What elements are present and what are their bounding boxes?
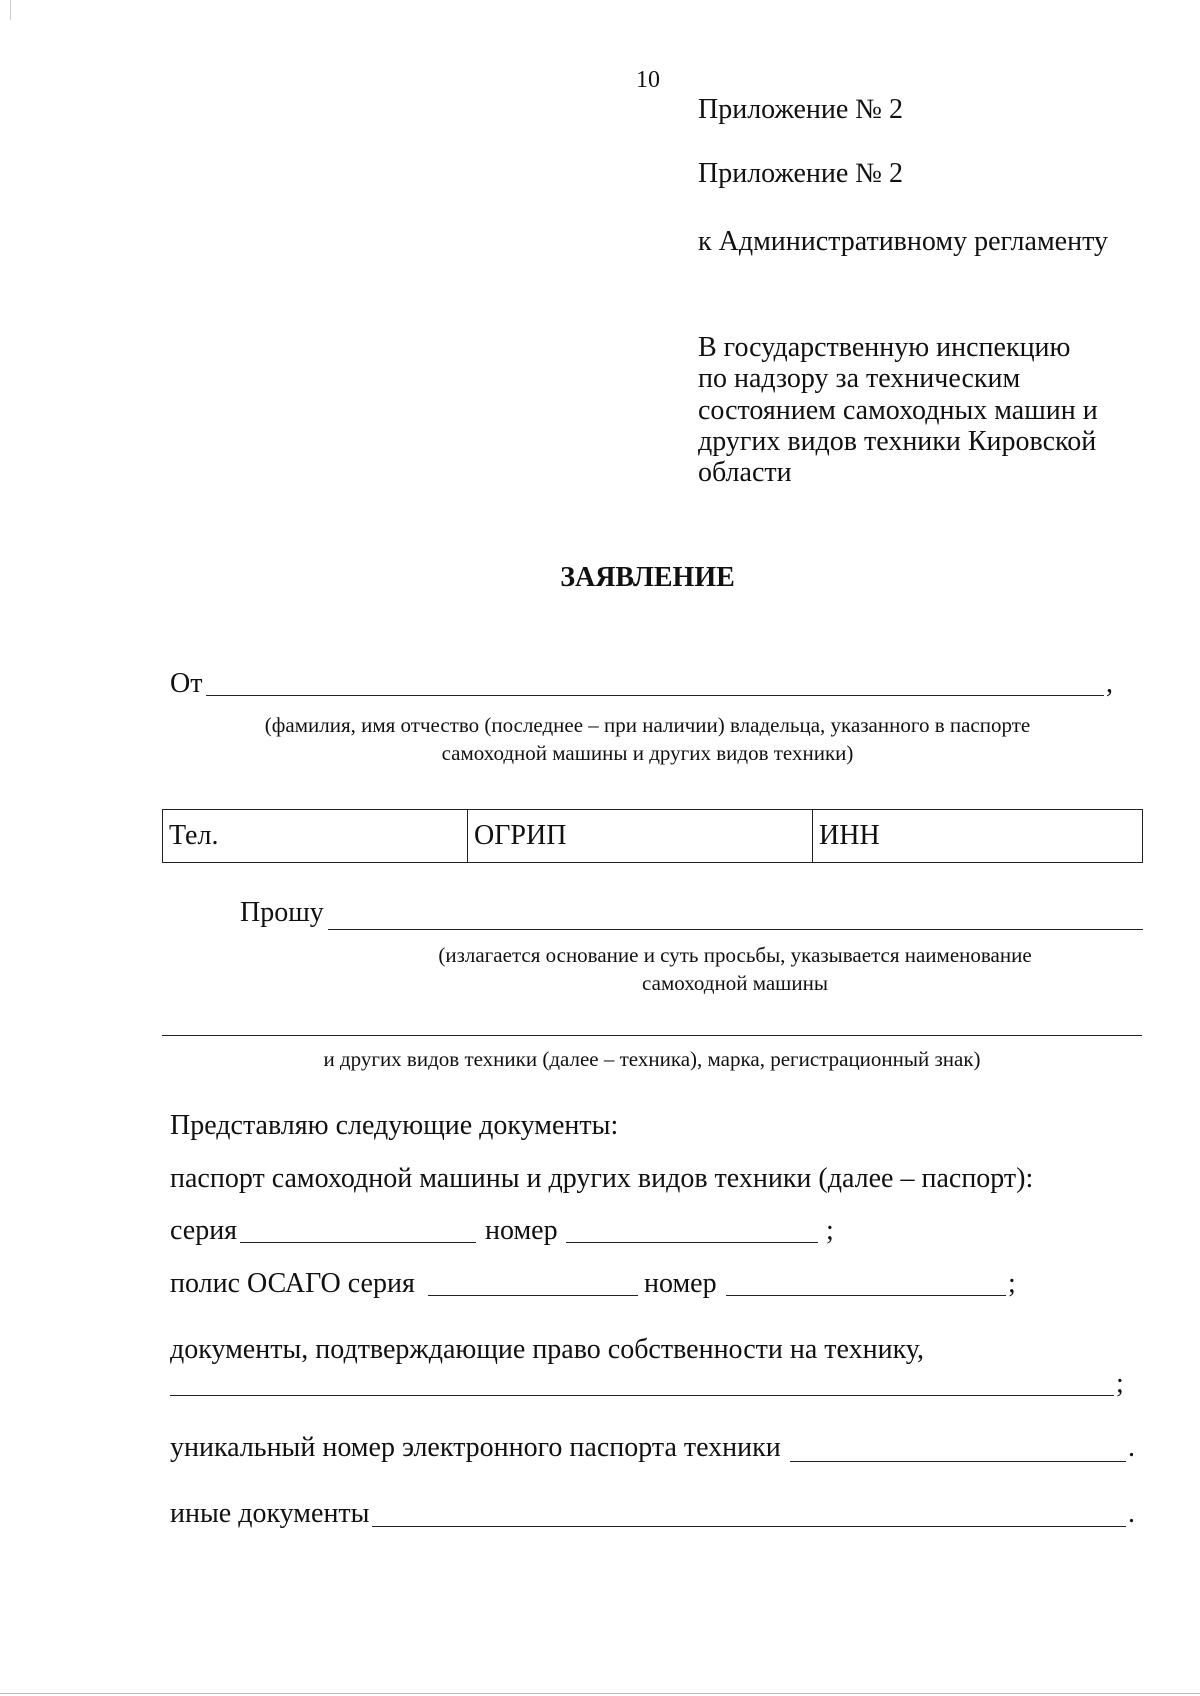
addressee-line-3: состоянием самоходных машин и [698, 395, 1098, 426]
request-field-line[interactable] [328, 929, 1143, 930]
request-hint-line-2: самоходной машины [642, 971, 828, 995]
passport-text: паспорт самоходной машины и других видов техники (далее – паспорт): [170, 1163, 1034, 1194]
request-hint-line-1: (излагается основание и суть просьбы, указывается наименование [438, 943, 1032, 967]
document-title: ЗАЯВЛЕНИЕ [560, 562, 735, 593]
contacts-table [162, 809, 1143, 863]
from-hint-line-2: самоходной машины и других видов техники) [441, 741, 854, 765]
regulation-ref: к Административному регламенту [698, 226, 1108, 257]
osago-number-label: номер [644, 1268, 717, 1299]
scan-bottom-edge [0, 1693, 1200, 1694]
request-field-line-2[interactable] [162, 1035, 1142, 1036]
ownership-field-line[interactable] [170, 1395, 1114, 1396]
contacts-row [163, 810, 1143, 863]
electronic-passport-field-line[interactable] [790, 1461, 1126, 1462]
osago-series-label: полис ОСАГО серия [170, 1268, 415, 1299]
page-number: 10 [636, 67, 660, 93]
phone-label: Тел. [169, 820, 219, 851]
other-documents-label: иные документы [170, 1498, 370, 1529]
series-label: серия [170, 1215, 238, 1246]
from-field-line[interactable] [206, 695, 1104, 696]
ogrip-cell[interactable] [468, 810, 813, 863]
number-field-line[interactable] [566, 1242, 818, 1243]
electronic-passport-period: . [1128, 1432, 1135, 1463]
scan-edge-mark [10, 0, 11, 20]
osago-semicolon: ; [1008, 1268, 1016, 1299]
inn-cell[interactable] [813, 810, 1143, 863]
addressee-line-4: других видов техники Кировской [698, 426, 1097, 457]
osago-number-field-line[interactable] [726, 1295, 1006, 1296]
annex-line-1: Приложение № 2 [698, 94, 903, 125]
other-documents-field-line[interactable] [372, 1526, 1126, 1527]
addressee-line-1: В государственную инспекцию [698, 332, 1071, 363]
series-field-line[interactable] [240, 1242, 476, 1243]
from-hint-line-1: (фамилия, имя отчество (последнее – при наличии) владельца, указанного в паспорте [264, 713, 1031, 737]
from-label: От [170, 668, 203, 699]
from-comma: , [1106, 668, 1113, 699]
ownership-text: документы, подтверждающие право собственности на технику, [170, 1334, 924, 1365]
number-label: номер [485, 1215, 558, 1246]
osago-series-field-line[interactable] [428, 1295, 638, 1296]
inn-label: ИНН [819, 820, 880, 851]
phone-cell[interactable] [163, 810, 468, 863]
ogrip-label: ОГРИП [474, 820, 567, 851]
number-semicolon: ; [826, 1215, 834, 1246]
request-label: Прошу [240, 897, 324, 928]
electronic-passport-label: уникальный номер электронного паспорта техники [170, 1432, 781, 1463]
addressee-line-2: по надзору за техническим [698, 363, 1021, 394]
annex-line-2: Приложение № 2 [698, 158, 903, 189]
request-hint-line-3: и других видов техники (далее – техника), марка, регистрационный знак) [323, 1047, 981, 1071]
other-documents-period: . [1128, 1498, 1135, 1529]
addressee-line-5: области [698, 457, 792, 488]
documents-intro: Представляю следующие документы: [170, 1110, 619, 1141]
ownership-semicolon: ; [1116, 1368, 1124, 1399]
